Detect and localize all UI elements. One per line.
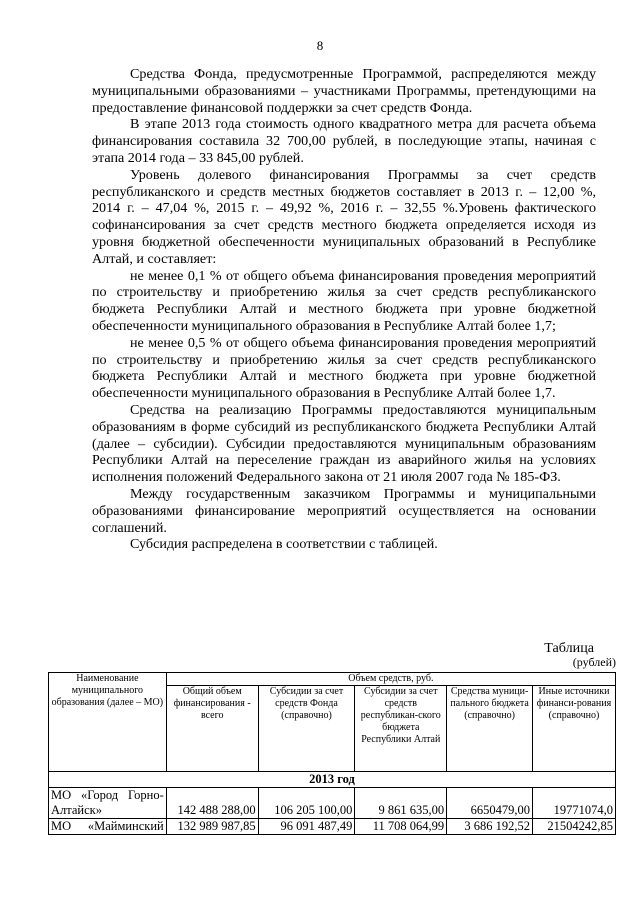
- table-units: (рублей): [572, 655, 616, 669]
- cell-municipal-funds: 3 686 192,52: [447, 819, 533, 835]
- cell-republican-subsidies: 9 861 635,00: [355, 788, 447, 819]
- cell-total-financing: 132 989 987,85: [166, 819, 258, 835]
- cell-fund-subsidies: 106 205 100,00: [258, 788, 355, 819]
- subsidy-table: [48, 672, 616, 835]
- row-mo-name: МО «Город Горно-Алтайск»: [49, 788, 167, 819]
- cell-republican-subsidies: 11 708 064,99: [355, 819, 447, 835]
- table-row: [49, 788, 616, 819]
- header-funds-volume: Объем средств, руб.: [166, 673, 615, 686]
- document-body: [92, 66, 596, 553]
- cell-other-sources: 21504242,85: [533, 819, 616, 835]
- header-municipal-funds: Средства муници-пального бюджета (справочно): [447, 686, 533, 772]
- cell-fund-subsidies: 96 091 487,49: [258, 819, 355, 835]
- paragraph-square-meter-cost: В этапе 2013 года стоимость одного квадратного метра для расчета объема финансирования составила 32 700,00 рублей, в последующие этапы, начиная с этапа 2014 года – 33 845,00 рублей.: [92, 116, 596, 166]
- header-total-financing: Общий объем финансирования - всего: [166, 686, 258, 772]
- cell-total-financing: 142 488 288,00: [166, 788, 258, 819]
- year-label: 2013 год: [49, 772, 616, 788]
- table-header-row-1: [49, 673, 616, 686]
- header-republican-subsidies: Субсидии за счет средств республикан-ского бюджета Республики Алтай: [355, 686, 447, 772]
- header-mo-name: Наименование муниципального образования (далее – МО): [49, 673, 167, 772]
- paragraph-condition-2: не менее 0,5 % от общего объема финансирования проведения мероприятий по строительству и приобретению жилья за счет средств республиканского бюджета Республики Алтай и местного бюджета при уровне бюджетной обеспеченности муниципального образования в Республике Алтай более 1,7.: [92, 334, 596, 402]
- cell-municipal-funds: 6650479,00: [447, 788, 533, 819]
- paragraph-table-intro: Субсидия распределена в соответствии с таблицей.: [130, 536, 438, 553]
- table-row: [49, 819, 616, 835]
- paragraph-fund-distribution: Средства Фонда, предусмотренные Программой, распределяются между муниципальными образованиями – участниками Программы, претендующими на предоставление финансовой поддержки за счет средств Фонда.: [92, 66, 596, 116]
- paragraph-subsidy-provision: Средства на реализацию Программы предоставляются муниципальным образованиям в форме субсидий из республиканского бюджета Республики Алтай (далее – субсидии). Субсидии предоставляются муниципальным образованиям Республики Алтай на переселение граждан из аварийного жилья на условиях исполнения положений Федерального закона от 21 июля 2007 года № 185-ФЗ.: [92, 401, 596, 486]
- table-caption: Таблица: [544, 640, 594, 656]
- paragraph-agreements: Между государственным заказчиком Программы и муниципальными образованиями финансирование мероприятий осуществляется на основании соглашений.: [92, 485, 596, 536]
- cell-other-sources: 19771074,0: [533, 788, 616, 819]
- row-mo-name: МО «Майминский: [49, 819, 167, 835]
- header-other-sources: Иные источники финанси-рования (справочно): [533, 686, 616, 772]
- paragraph-condition-1: не менее 0,1 % от общего объема финансирования проведения мероприятий по строительству и приобретению жилья за счет средств республиканского бюджета Республики Алтай и местного бюджета при уровне бюджетной обеспеченности муниципального образования в Республике Алтай более 1,7;: [92, 267, 596, 334]
- table-year-row: [49, 772, 616, 788]
- header-fund-subsidies: Субсидии за счет средств Фонда (справочно): [258, 686, 355, 772]
- page-number: 8: [316, 38, 324, 53]
- paragraph-cofinancing-level: Уровень долевого финансирования Программы за счет средств республиканского и средств местных бюджетов составляет в 2013 г. – 12,00 %, 2014 г. – 47,04 %, 2015 г. – 49,92 %, 2016 г. – 32,55 %.Уровень фактического софинансирования за счет средств местного бюджета определяется исходя из уровня бюджетной обеспеченности муниципальных образований в Республике Алтай, и составляет:: [92, 166, 596, 267]
